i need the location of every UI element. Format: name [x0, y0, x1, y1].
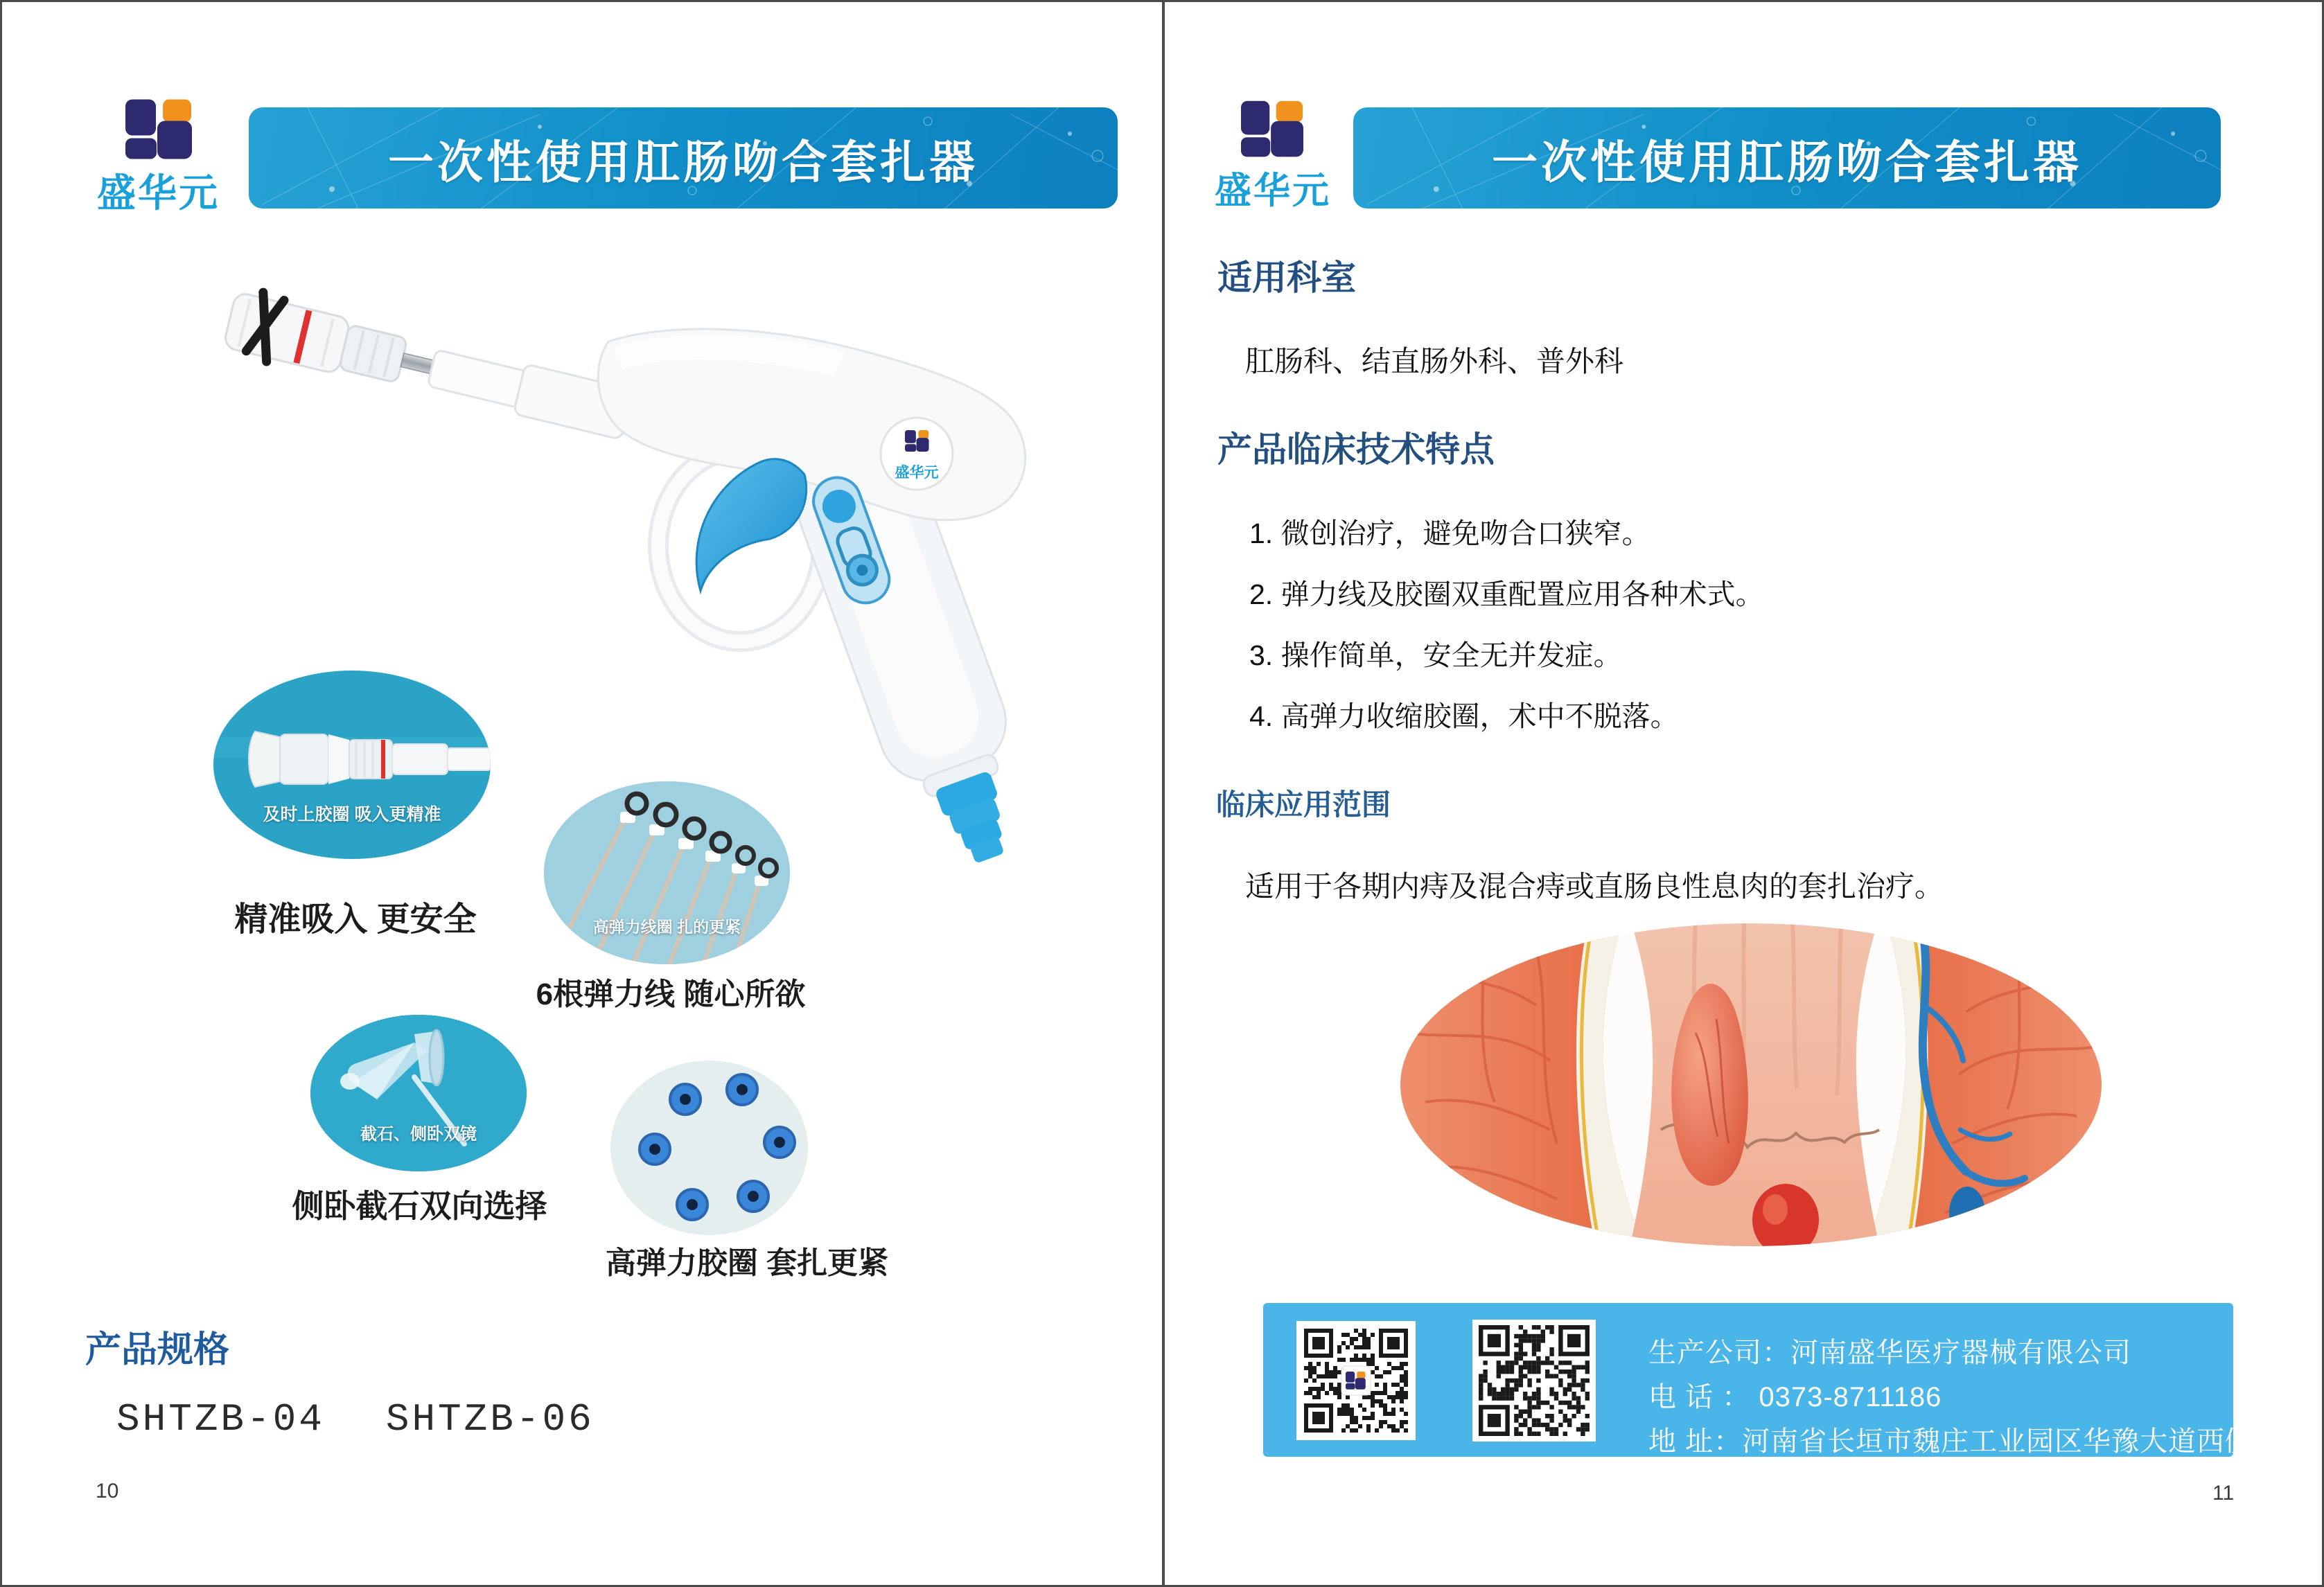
- scope-body: 适用于各期内痔及混合痔或直肠良性息肉的套扎治疗。: [1245, 870, 1944, 903]
- dept-heading: 适用科室: [1217, 258, 1356, 297]
- company-logo-text: 盛华元: [1215, 170, 1331, 211]
- spec-model-numbers: [116, 1397, 655, 1442]
- spec-model-1: SHTZB-04: [116, 1397, 325, 1442]
- company-logo-icon: [125, 99, 192, 159]
- dept-body: 肛肠科、结直肠外科、普外科: [1245, 345, 1624, 378]
- feature-caption-anoscope: 侧卧截石双向选择: [292, 1188, 547, 1224]
- scope-heading: 临床应用范围: [1216, 788, 1391, 821]
- footer-contact-box: [1263, 1303, 2254, 1457]
- clinical-feature-item: 1. 微创治疗，避免吻合口狭窄。: [1249, 517, 1650, 549]
- spec-heading: 产品规格: [85, 1330, 230, 1370]
- page-number-left: 10: [96, 1480, 119, 1502]
- feature-photo-rubber-rings: [610, 1061, 808, 1235]
- page-title: 一次性使用肛肠吻合套扎器: [388, 136, 978, 188]
- anatomy-illustration: [1398, 922, 2104, 1248]
- page-title: 一次性使用肛肠吻合套扎器: [1492, 136, 2082, 188]
- device-badge-text: 盛华元: [895, 465, 939, 481]
- feature-photo-label: 及时上胶圈 吸入更精准: [263, 805, 441, 824]
- page-divider: [1162, 2, 1165, 1587]
- qr-code-website: [1472, 1320, 1596, 1442]
- feature-photo-anoscope: [310, 1015, 527, 1171]
- footer-address-line: 地 址：河南省长垣市魏庄工业园区华豫大道西侧: [1648, 1426, 2254, 1457]
- footer-phone-line: 电 话 ： 0373-8711186: [1648, 1382, 1942, 1412]
- feature-photo-label: 截石、侧卧双镜: [360, 1125, 477, 1144]
- clinical-features-heading: 产品临床技术特点: [1217, 430, 1495, 469]
- spec-model-2: SHTZB-06: [385, 1397, 595, 1442]
- device-logo-badge: [881, 418, 953, 490]
- feature-caption-rings: 高弹力胶圈 套扎更紧: [605, 1246, 889, 1280]
- clinical-feature-item: 2. 弹力线及胶圈双重配置应用各种术式。: [1249, 578, 1764, 610]
- feature-photo-elastic-lines: [544, 781, 790, 964]
- feature-photo-label: 高弹力线圈 扎的更紧: [592, 918, 741, 936]
- page-right: [1162, 2, 2324, 1587]
- feature-photo-suction-tip: [213, 671, 491, 859]
- page-number-right: 11: [2212, 1482, 2235, 1505]
- footer-company-line: 生产公司：河南盛华医疗器械有限公司: [1648, 1338, 2131, 1368]
- clinical-feature-item: 4. 高弹力收缩胶圈，术中不脱落。: [1249, 700, 1679, 732]
- clinical-feature-item: 3. 操作简单，安全无并发症。: [1249, 639, 1622, 671]
- page-title-banner: [1353, 107, 2221, 209]
- feature-caption-suction: 精准吸入 更安全: [234, 901, 477, 938]
- feature-caption-lines: 6根弹力线 随心所欲: [536, 977, 806, 1011]
- page-title-banner: [249, 107, 1118, 209]
- page-left: [2, 2, 1162, 1587]
- company-logo-icon: [1241, 100, 1303, 157]
- company-logo-text: 盛华元: [97, 171, 220, 215]
- qr-code-wechat: [1296, 1321, 1416, 1440]
